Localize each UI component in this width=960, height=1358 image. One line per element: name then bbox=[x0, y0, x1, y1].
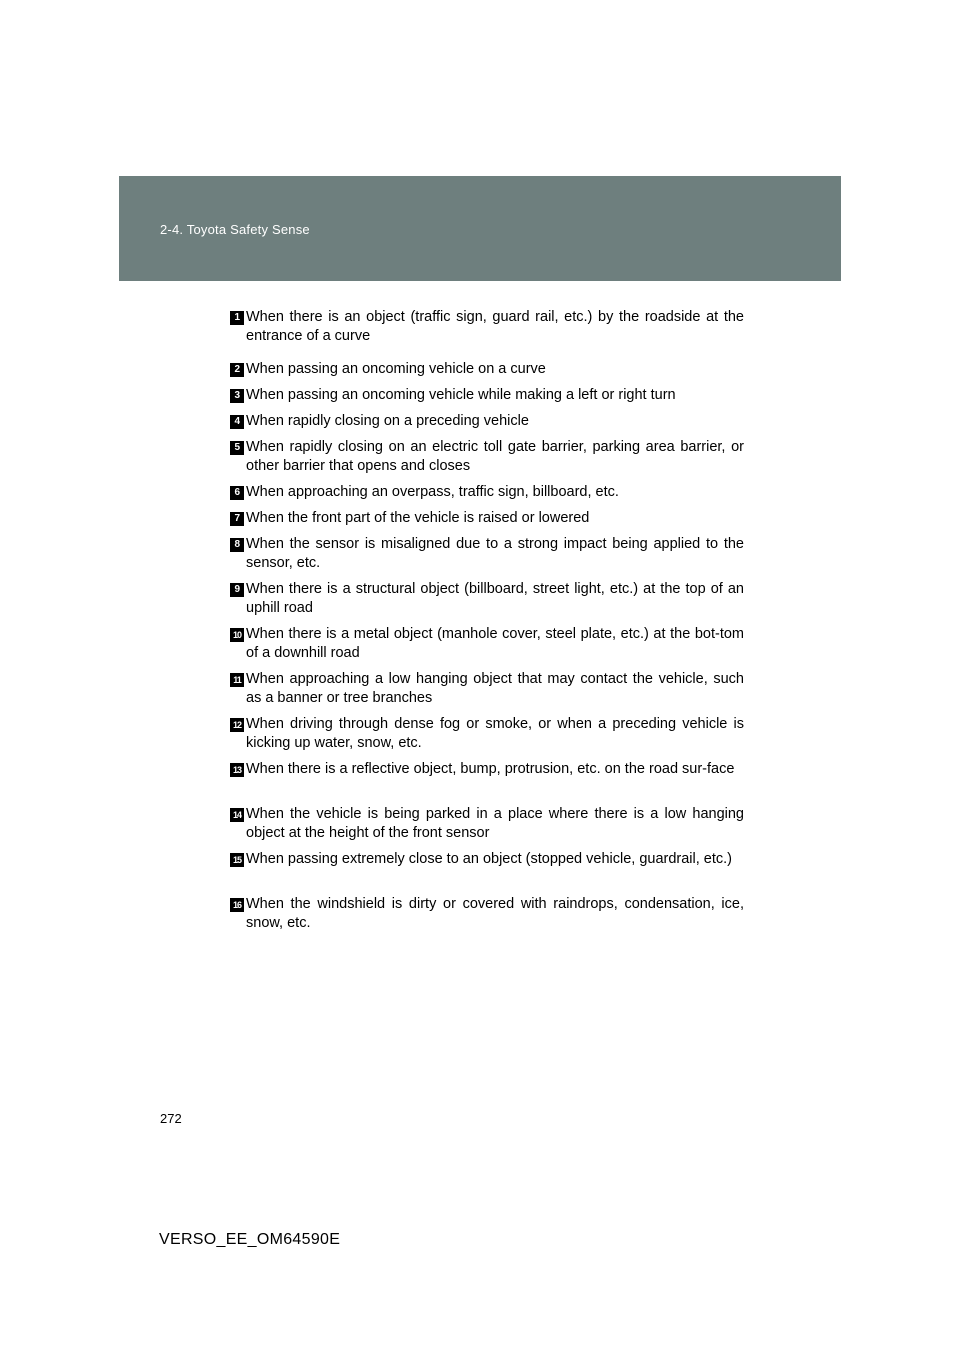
list-item bbox=[230, 760, 744, 805]
item-number-badge: 4 bbox=[230, 415, 244, 429]
item-number-badge: 3 bbox=[230, 389, 244, 403]
list-item bbox=[230, 535, 744, 580]
list-item bbox=[230, 580, 744, 625]
item-number-badge: 11 bbox=[230, 673, 244, 687]
item-number-badge: 10 bbox=[230, 628, 244, 642]
item-text: When there is a reflective object, bump, protrusion, etc. on the road sur-face bbox=[246, 761, 735, 777]
list-item bbox=[230, 805, 744, 850]
list-item bbox=[230, 715, 744, 760]
list-item bbox=[230, 308, 744, 360]
section-title: 2-4. Toyota Safety Sense bbox=[160, 222, 310, 237]
list-item bbox=[230, 509, 744, 535]
list-item bbox=[230, 483, 744, 509]
item-text: When passing extremely close to an object (stopped vehicle, guardrail, etc.) bbox=[246, 851, 732, 867]
item-number-badge: 14 bbox=[230, 808, 244, 822]
item-text: When there is a structural object (billboard, street light, etc.) at the top of an uphill road bbox=[246, 581, 744, 616]
item-number-badge: 5 bbox=[230, 441, 244, 455]
item-number-badge: 15 bbox=[230, 853, 244, 867]
list-item bbox=[230, 625, 744, 670]
item-text: When approaching an overpass, traffic sign, billboard, etc. bbox=[246, 484, 619, 500]
list-item bbox=[230, 670, 744, 715]
item-text: When driving through dense fog or smoke, or when a preceding vehicle is kicking up water, snow, etc. bbox=[246, 716, 744, 751]
item-number-badge: 16 bbox=[230, 898, 244, 912]
page-number: 272 bbox=[160, 1111, 182, 1126]
item-number-badge: 9 bbox=[230, 583, 244, 597]
item-text: When the windshield is dirty or covered with raindrops, condensation, ice, snow, etc. bbox=[246, 896, 744, 931]
item-number-badge: 2 bbox=[230, 363, 244, 377]
item-number-badge: 13 bbox=[230, 763, 244, 777]
item-number-badge: 1 bbox=[230, 311, 244, 325]
list-item bbox=[230, 386, 744, 412]
item-number-badge: 6 bbox=[230, 486, 244, 500]
item-number-badge: 7 bbox=[230, 512, 244, 526]
item-text: When approaching a low hanging object that may contact the vehicle, such as a banner or tree branches bbox=[246, 671, 744, 706]
item-text: When the front part of the vehicle is raised or lowered bbox=[246, 510, 590, 526]
item-text: When there is an object (traffic sign, guard rail, etc.) by the roadside at the entrance of a curve bbox=[246, 309, 744, 344]
item-text: When the vehicle is being parked in a place where there is a low hanging object at the height of the front sensor bbox=[246, 806, 744, 841]
item-text: When passing an oncoming vehicle while making a left or right turn bbox=[246, 387, 676, 403]
item-text: When the sensor is misaligned due to a strong impact being applied to the sensor, etc. bbox=[246, 536, 744, 571]
document-code: VERSO_EE_OM64590E bbox=[159, 1231, 341, 1248]
list-item bbox=[230, 438, 744, 483]
header-band bbox=[119, 176, 841, 281]
item-text: When there is a metal object (manhole cover, steel plate, etc.) at the bot-tom of a downhill road bbox=[246, 626, 744, 661]
list-item bbox=[230, 412, 744, 438]
list-item bbox=[230, 850, 744, 895]
condition-list bbox=[230, 308, 744, 940]
item-text: When rapidly closing on an electric toll gate barrier, parking area barrier, or other barrier that opens and closes bbox=[246, 439, 744, 474]
list-item bbox=[230, 360, 744, 386]
item-text: When passing an oncoming vehicle on a curve bbox=[246, 361, 546, 377]
list-item bbox=[230, 895, 744, 940]
item-text: When rapidly closing on a preceding vehicle bbox=[246, 413, 529, 429]
item-number-badge: 8 bbox=[230, 538, 244, 552]
item-number-badge: 12 bbox=[230, 718, 244, 732]
